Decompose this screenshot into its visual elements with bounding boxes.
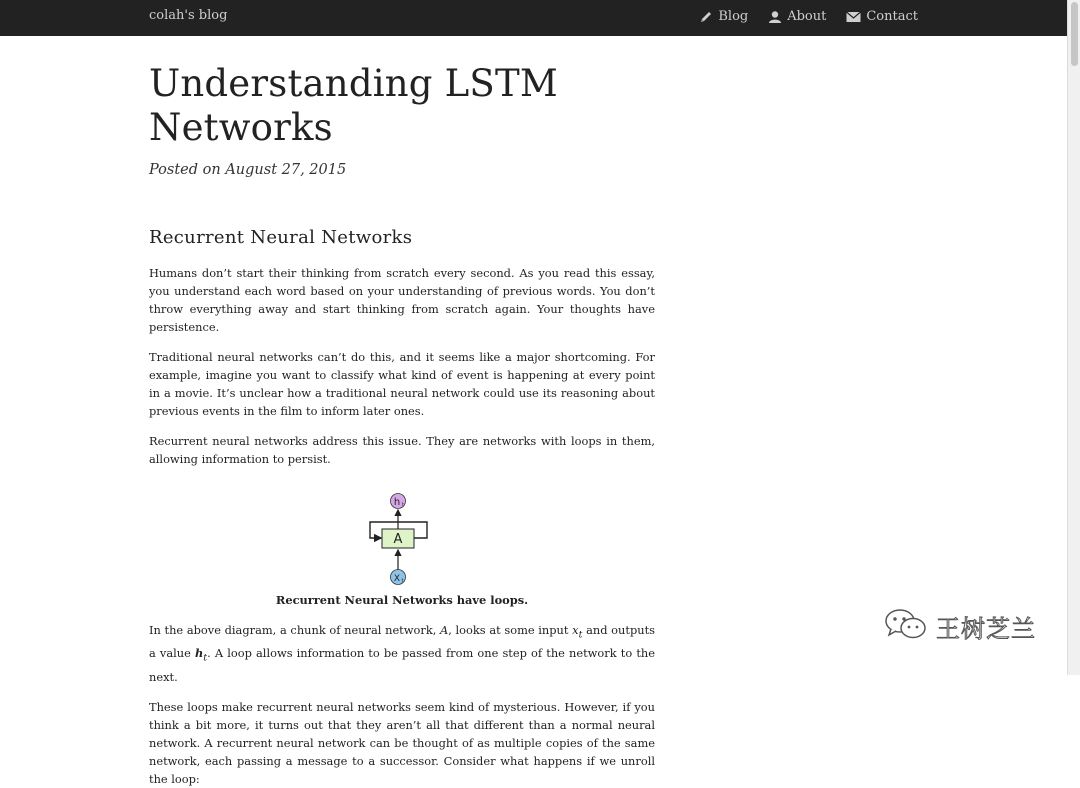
nav-links <box>699 9 918 24</box>
rnn-loop-diagram <box>367 490 437 590</box>
input-label: X <box>393 574 401 584</box>
nav-link-label: Blog <box>718 9 749 24</box>
nav-link-contact[interactable] <box>846 9 918 24</box>
page-title: Understanding LSTM Networks <box>149 62 558 149</box>
section-heading: Recurrent Neural Networks <box>149 227 413 248</box>
site-brand-link[interactable]: colah's blog <box>149 8 228 23</box>
nav-link-about[interactable] <box>768 9 826 24</box>
post-date: Posted on August 27, 2015 <box>149 162 347 178</box>
watermark-text: 王树芝兰 <box>936 614 1036 643</box>
paragraph: In the above diagram, a chunk of neural network, A, looks at some input $x_t$ and outputs a value $h_t$. A loop allows information to be passed from one step of the network to the next. <box>149 623 655 684</box>
output-label: h <box>393 497 401 508</box>
figure-caption: Recurrent Neural Networks have loops. <box>275 593 529 607</box>
paragraph: Traditional neural networks can’t do this, and it seems like a major shortcoming. For example, imagine you want to classify what kind of event is happening at every point in a movie. It’s unclear how a traditional neural network could use its reasoning about previous events in the film to inform later ones. <box>149 350 655 418</box>
pencil-icon <box>699 10 713 24</box>
paragraph: Humans don’t start their thinking from scratch every second. As you read this essay, you understand each word based on your understanding of previous words. You don’t throw everything away and start thinking from scratch again. Your thoughts have persistence. <box>149 266 655 334</box>
vertical-scrollbar[interactable] <box>1067 0 1080 675</box>
output-subscript: t <box>402 502 404 508</box>
top-navbar <box>0 0 1067 36</box>
input-subscript: t <box>401 578 404 584</box>
wechat-icon <box>884 607 928 645</box>
scrollbar-thumb[interactable] <box>1071 2 1078 66</box>
paragraph: These loops make recurrent neural networks seem kind of mysterious. However, if you think a bit more, it turns out that they aren’t all that different than a normal neural network. A recurrent neural network can be thought of as multiple copies of the same network, each passing a message to a successor. Consider what happens if we unroll the loop: <box>149 699 655 786</box>
nav-link-label: About <box>787 9 827 24</box>
paragraph: Recurrent neural networks address this issue. They are networks with loops in them, allowing information to persist. <box>149 434 655 466</box>
nav-link-blog[interactable] <box>699 9 748 24</box>
nav-link-label: Contact <box>866 9 918 24</box>
block-label: A <box>393 532 403 547</box>
person-icon <box>768 10 782 24</box>
watermark <box>884 607 1036 645</box>
envelope-icon <box>846 11 861 23</box>
